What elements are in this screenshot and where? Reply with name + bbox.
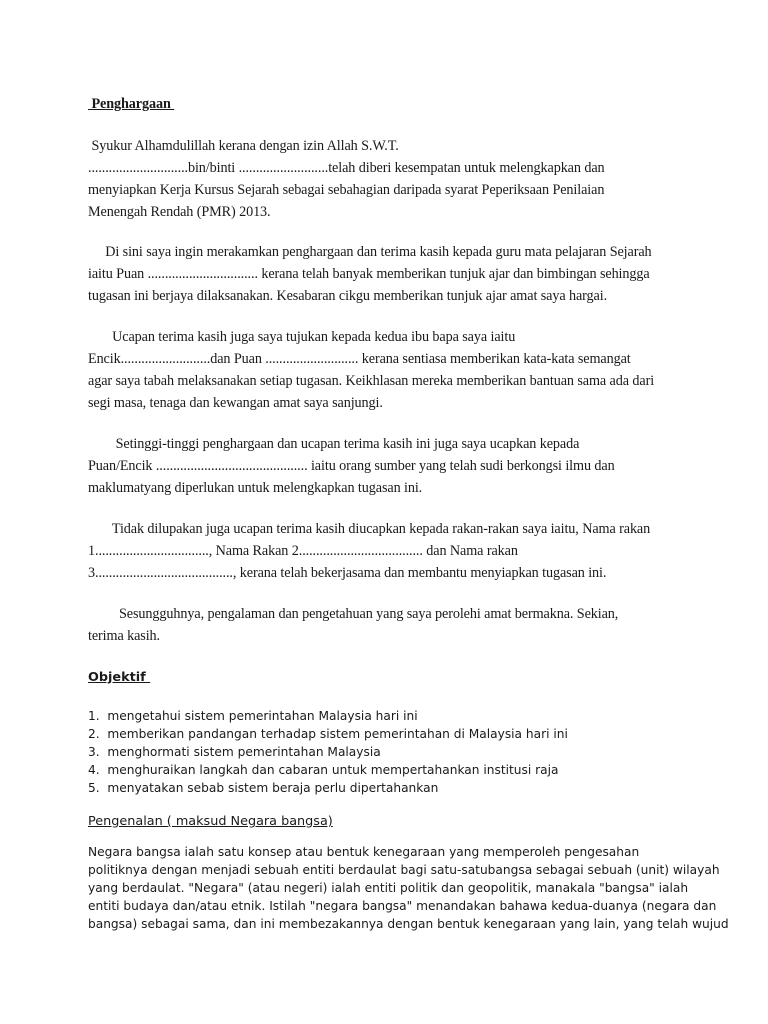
text-line: entiti budaya dan/atau etnik. Istilah "negara bangsa" menandakan bahawa kedua-duanya (negara dan (88, 899, 717, 913)
list-item: 1. mengetahui sistem pemerintahan Malaysia hari ini (88, 709, 418, 723)
text-line: .............................bin/binti ..........................telah diberi kesempatan untuk melengkapkan dan (88, 160, 605, 176)
text-line: Di sini saya ingin merakamkan penghargaan dan terima kasih kepada guru mata pelajaran Sejarah (88, 244, 652, 260)
text-line: 1................................., Nama Rakan 2.................................... dan Nama rakan (88, 543, 518, 559)
text-line: Menengah Rendah (PMR) 2013. (88, 204, 271, 220)
list-item: 2. memberikan pandangan terhadap sistem pemerintahan di Malaysia hari ini (88, 727, 568, 741)
text-line: 3........................................, kerana telah bekerjasama dan membantu menyiapkan tugasan ini. (88, 565, 607, 581)
text-line: agar saya tabah melaksanakan setiap tugasan. Keikhlasan mereka memberikan bantuan sama ada dari (88, 373, 655, 389)
list-item: 5. menyatakan sebab sistem beraja perlu dipertahankan (88, 781, 439, 795)
text-line: Syukur Alhamdulillah kerana dengan izin Allah S.W.T. (88, 138, 399, 154)
list-item: 3. menghormati sistem pemerintahan Malaysia (88, 745, 381, 759)
list-item: 4. menghuraikan langkah dan cabaran untuk mempertahankan institusi raja (88, 763, 559, 777)
heading-objektif: Objektif (88, 670, 151, 685)
heading-penghargaan: Penghargaan (88, 96, 175, 112)
text-line: politiknya dengan menjadi sebuah entiti berdaulat bagi satu-satubangsa sebagai sebuah (unit) wilayah (88, 863, 720, 877)
text-line: terima kasih. (88, 628, 160, 644)
text-line: tugasan ini berjaya dilaksanakan. Kesabaran cikgu memberikan tunjuk ajar amat saya hargai. (88, 288, 608, 304)
text-line: Puan/Encik ............................................ iaitu orang sumber yang telah sudi berkongsi ilmu dan (88, 458, 615, 474)
text-line: Ucapan terima kasih juga saya tujukan kepada kedua ibu bapa saya iaitu (88, 329, 516, 345)
text-line: Setinggi-tinggi penghargaan dan ucapan terima kasih ini juga saya ucapkan kepada (88, 436, 580, 452)
text-line: Encik..........................dan Puan ........................... kerana sentiasa memberikan kata-kata semangat (88, 351, 631, 367)
text-line: Tidak dilupakan juga ucapan terima kasih diucapkan kepada rakan-rakan saya iaitu, Nama rakan (88, 521, 651, 537)
text-line: menyiapkan Kerja Kursus Sejarah sebagai sebahagian daripada syarat Peperiksaan Penilaian (88, 182, 605, 198)
text-line: iaitu Puan ................................ kerana telah banyak memberikan tunjuk ajar dan bimbingan sehingga (88, 266, 650, 282)
text-line: yang berdaulat. "Negara" (atau negeri) ialah entiti politik dan geopolitik, manakala "bangsa" ialah (88, 881, 689, 895)
text-line: Negara bangsa ialah satu konsep atau bentuk kenegaraan yang memperoleh pengesahan (88, 845, 640, 859)
text-line: segi masa, tenaga dan kewangan amat saya sanjungi. (88, 395, 383, 411)
text-line: Sesungguhnya, pengalaman dan pengetahuan yang saya perolehi amat bermakna. Sekian, (88, 606, 619, 622)
heading-pengenalan: Pengenalan ( maksud Negara bangsa) (88, 814, 333, 829)
text-line: bangsa) sebagai sama, dan ini membezakannya dengan bentuk kenegaraan yang lain, yang telah wujud (88, 917, 729, 931)
text-line: maklumatyang diperlukan untuk melengkapkan tugasan ini. (88, 480, 423, 496)
